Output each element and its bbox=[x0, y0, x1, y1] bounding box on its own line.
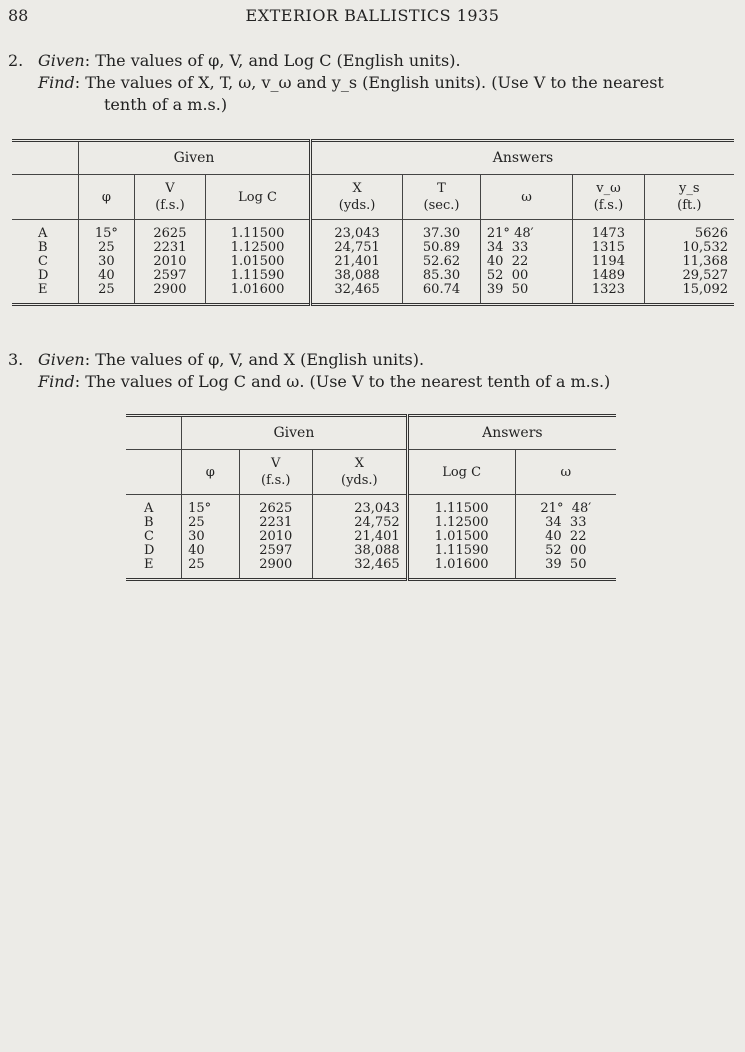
col-header: Log C bbox=[206, 175, 311, 220]
col-header: V (f.s.) bbox=[134, 175, 205, 220]
running-title: EXTERIOR BALLISTICS 1935 bbox=[245, 6, 500, 25]
col-header: X (yds.) bbox=[311, 175, 403, 220]
given-text: : The values of φ, V, and Log C (English units). bbox=[84, 51, 461, 70]
col-header: V (f.s.) bbox=[239, 450, 312, 495]
problem-number: 2. bbox=[8, 51, 24, 70]
problem-2-table bbox=[12, 139, 734, 306]
table-row: C 30 2010 21,401 1.01500 40 22 bbox=[126, 530, 616, 544]
given-group-header: Given bbox=[78, 141, 310, 175]
problem-number: 3. bbox=[8, 350, 24, 369]
find-text: : The values of Log C and ω. (Use V to the nearest tenth of a m.s.) bbox=[74, 372, 611, 391]
table-row: D 40 2597 38,088 1.11590 52 00 bbox=[126, 544, 616, 558]
page-header bbox=[0, 6, 745, 28]
table-row: A 15° 2625 1.11500 23,043 37.30 21° 48′ 1473 5626 bbox=[12, 220, 734, 242]
table-row: B 25 2231 1.12500 24,751 50.89 34 33 1315 10,532 bbox=[12, 241, 734, 255]
col-header: ω bbox=[480, 175, 572, 220]
answers-group-header: Answers bbox=[311, 141, 734, 175]
find-text-continued: tenth of a m.s.) bbox=[104, 95, 228, 114]
col-header: X (yds.) bbox=[312, 450, 407, 495]
col-header: Log C bbox=[407, 450, 515, 495]
col-header: T (sec.) bbox=[403, 175, 481, 220]
page-number: 88 bbox=[8, 6, 29, 25]
table-row: E 25 2900 32,465 1.01600 39 50 bbox=[126, 558, 616, 580]
given-label: Given bbox=[38, 51, 85, 70]
table-row: C 30 2010 1.01500 21,401 52.62 40 22 1194 11,368 bbox=[12, 255, 734, 269]
col-header: φ bbox=[182, 450, 239, 495]
blank-corner bbox=[12, 141, 78, 175]
find-label: Find bbox=[38, 73, 75, 92]
given-text: : The values of φ, V, and X (English units). bbox=[84, 350, 425, 369]
table-row: E 25 2900 1.01600 32,465 60.74 39 50 1323 15,092 bbox=[12, 283, 734, 305]
col-header: ω bbox=[515, 450, 616, 495]
table-row: D 40 2597 1.11590 38,088 85.30 52 00 1489 29,527 bbox=[12, 269, 734, 283]
find-label: Find bbox=[38, 372, 75, 391]
blank-corner bbox=[126, 416, 182, 450]
table-row: A 15° 2625 23,043 1.11500 21° 48′ bbox=[126, 495, 616, 517]
find-text: : The values of X, T, ω, v_ω and y_s (English units). (Use V to the nearest bbox=[74, 73, 664, 92]
table-row: B 25 2231 24,752 1.12500 34 33 bbox=[126, 516, 616, 530]
col-header: y_s (ft.) bbox=[644, 175, 734, 220]
problem-3-statement bbox=[8, 349, 738, 393]
col-header: v_ω (f.s.) bbox=[573, 175, 644, 220]
given-group-header: Given bbox=[182, 416, 408, 450]
given-label: Given bbox=[38, 350, 85, 369]
col-header: φ bbox=[78, 175, 134, 220]
answers-group-header: Answers bbox=[407, 416, 616, 450]
problem-2-statement bbox=[8, 50, 738, 116]
problem-3-table bbox=[126, 414, 616, 581]
